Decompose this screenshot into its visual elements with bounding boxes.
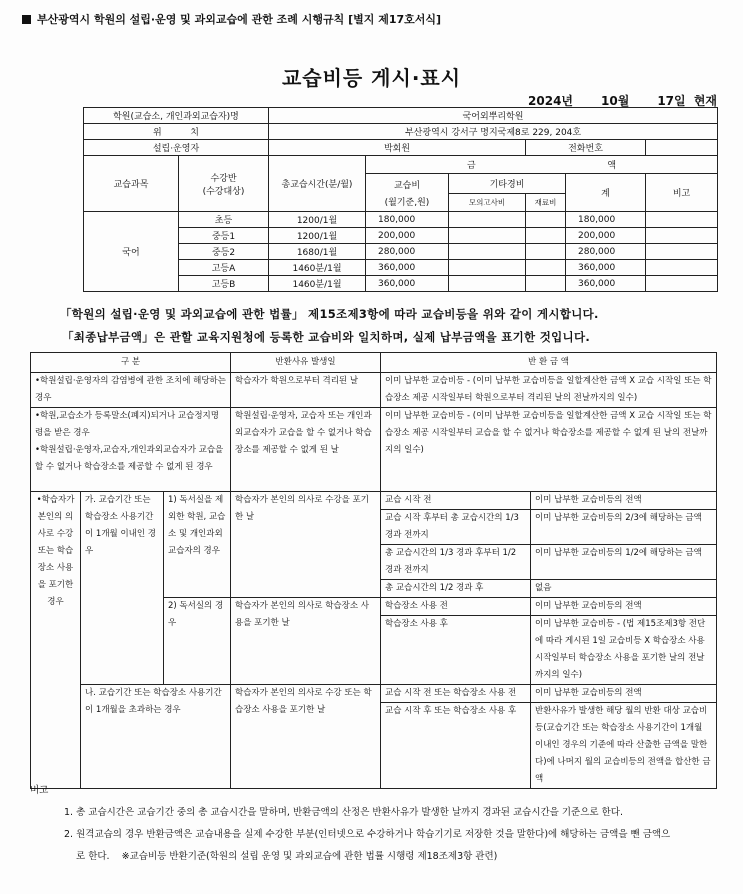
class-cell: 중등1 bbox=[179, 228, 269, 244]
fee-row bbox=[84, 212, 718, 228]
col-subject: 교습과목 bbox=[84, 156, 179, 212]
subject-cell: 국어 bbox=[84, 212, 179, 292]
mock-cell bbox=[449, 260, 526, 276]
hours-cell: 1460분/1월 bbox=[269, 276, 366, 292]
r1-category: •학원설립·운영자의 감염병에 관한 조치에 해당하는 경우 bbox=[31, 373, 231, 408]
col-other: 기타경비 bbox=[449, 174, 566, 194]
name-label: 학원(교습소, 개인과외교습자)명 bbox=[84, 108, 269, 124]
name-value: 국어외뿌리학원 bbox=[269, 108, 718, 124]
date-year: 2024년 bbox=[528, 94, 574, 108]
class-cell: 고등A bbox=[179, 260, 269, 276]
fee-row bbox=[84, 276, 718, 292]
square-bullet-icon bbox=[22, 15, 31, 24]
mock-cell bbox=[449, 276, 526, 292]
note-cell bbox=[646, 244, 718, 260]
r3-case1: 1) 독서실을 제외한 학원, 교습소 및 개인과외교습자의 경우 bbox=[164, 492, 231, 598]
refund-when: 학습장소 사용 전 bbox=[381, 598, 531, 616]
r1-date: 학습자가 학원으로부터 격리된 날 bbox=[231, 373, 381, 408]
class-cell: 초등 bbox=[179, 212, 269, 228]
material-cell bbox=[526, 244, 566, 260]
total-cell: 360,000 bbox=[566, 260, 646, 276]
col-amount: 금 액 bbox=[366, 156, 718, 174]
date-suffix: 현재 bbox=[693, 94, 717, 108]
fee-cell: 360,000 bbox=[366, 276, 449, 292]
phone-value bbox=[646, 140, 718, 156]
fee-row bbox=[84, 260, 718, 276]
note-cell bbox=[646, 276, 718, 292]
refund-amount: 없음 bbox=[531, 580, 717, 598]
location-value: 부산광역시 강서구 명지국제8로 229, 204호 bbox=[269, 124, 718, 140]
hours-cell: 1680/1월 bbox=[269, 244, 366, 260]
hours-cell: 1200/1월 bbox=[269, 212, 366, 228]
mock-cell bbox=[449, 212, 526, 228]
col-hours: 총교습시간(분/월) bbox=[269, 156, 366, 212]
r3-period-b-date: 학습자가 본인의 의사로 수강 또는 학습장소 사용을 포기한 날 bbox=[231, 685, 381, 789]
col-class bbox=[179, 156, 269, 212]
class-cell: 고등B bbox=[179, 276, 269, 292]
statement-2: 「최종납부금액」은 관할 교육지원청에 등록한 교습비와 일치하며, 실제 납부금액을 표기한 것입니다. bbox=[62, 330, 591, 344]
r3-case2: 2) 독서실의 경우 bbox=[164, 598, 231, 685]
r2-amount: 이미 납부한 교습비등 - (이미 납부한 교습비등을 일할계산한 금액 X 교습 시작일 또는 학습장소 제공 시작일부터 교습을 할 수 없거나 학습장소를 제공할 수 없게 된 날의 전날까지의 일수) bbox=[381, 408, 717, 492]
refund-amount: 이미 납부한 교습비등의 전액 bbox=[531, 598, 717, 616]
phone-label: 전화번호 bbox=[526, 140, 646, 156]
r3-category: •학습자가 본인의 의사로 수강 또는 학습장소 사용을 포기한 경우 bbox=[31, 492, 81, 789]
fee-table bbox=[83, 107, 718, 292]
col-fee bbox=[366, 174, 449, 212]
total-cell: 200,000 bbox=[566, 228, 646, 244]
statement-1: 「학원의 설립·운영 및 과외교습에 관한 법률」 제15조제3항에 따라 교습비등을 위와 같이 게시합니다. bbox=[60, 307, 599, 321]
fee-cell: 200,000 bbox=[366, 228, 449, 244]
material-cell bbox=[526, 212, 566, 228]
total-cell: 280,000 bbox=[566, 244, 646, 260]
refund-amount: 이미 납부한 교습비등의 2/3에 해당하는 금액 bbox=[531, 510, 717, 545]
refund-amount: 반환사유가 발생한 해당 월의 반환 대상 교습비등(교습기간 또는 학습장소 사용기간이 1개월 이내인 경우의 기준에 따라 산출한 금액을 말한다)에 나머지 월의 교습비등의 전액을 합산한 금액 bbox=[531, 703, 717, 789]
r2-date: 학원설립·운영자, 교습자 또는 개인과외교습자가 교습을 할 수 없거나 학습장소를 제공할 수 없게 된 날 bbox=[231, 408, 381, 492]
col-material: 재료비 bbox=[526, 194, 566, 212]
note-cell bbox=[646, 228, 718, 244]
note-1: 1. 총 교습시간은 교습기간 중의 총 교습시간을 말하며, 반환금액의 산정은 반환사유가 발생한 날까지 경과된 교습시간을 기준으로 한다. bbox=[64, 807, 623, 818]
refund-when: 학습장소 사용 후 bbox=[381, 616, 531, 685]
notes bbox=[30, 780, 671, 868]
refund-table bbox=[30, 352, 717, 789]
refund-when: 교습 시작 전 또는 학습장소 사용 전 bbox=[381, 685, 531, 703]
col-mock: 모의고사비 bbox=[449, 194, 526, 212]
h-date: 반환사유 발생일 bbox=[231, 353, 381, 373]
location-label: 위 치 bbox=[84, 124, 269, 140]
col-note: 비고 bbox=[646, 174, 718, 212]
total-cell: 180,000 bbox=[566, 212, 646, 228]
h-amount: 반 환 금 액 bbox=[381, 353, 717, 373]
fee-cell: 360,000 bbox=[366, 260, 449, 276]
fee-row bbox=[84, 244, 718, 260]
class-cell: 중등2 bbox=[179, 244, 269, 260]
fee-cell: 280,000 bbox=[366, 244, 449, 260]
refund-when: 총 교습시간의 1/3 경과 후부터 1/2 경과 전까지 bbox=[381, 545, 531, 580]
refund-when: 교습 시작 전 bbox=[381, 492, 531, 510]
refund-when: 교습 시작 후부터 총 교습시간의 1/3 경과 전까지 bbox=[381, 510, 531, 545]
date-day: 17일 bbox=[657, 94, 686, 108]
note-2b: 로 한다. ※교습비등 반환기준(학원의 설립 운영 및 과외교습에 관한 법률 시행령 제18조제3항 관련) bbox=[76, 851, 498, 862]
col-class-text: 수강반 bbox=[210, 173, 237, 184]
r2-category-a: •학원,교습소가 등록말소(폐지)되거나 교습정지명령을 받은 경우 bbox=[35, 411, 219, 438]
material-cell bbox=[526, 228, 566, 244]
r2-category-b: •학원설립·운영자,교습자,개인과외교습자가 교습을 할 수 없거나 학습장소를 제공할 수 없게 된 경우 bbox=[35, 445, 224, 472]
page-title: 교습비등 게시·표시 bbox=[281, 66, 462, 90]
hours-cell: 1460분/1월 bbox=[269, 260, 366, 276]
h-category: 구 분 bbox=[31, 353, 231, 373]
r3-period-b: 나. 교습기간 또는 학습장소 사용기간이 1개월을 초과하는 경우 bbox=[81, 685, 231, 789]
r2-category bbox=[31, 408, 231, 492]
form-header bbox=[22, 11, 441, 27]
refund-amount: 이미 납부한 교습비등의 전액 bbox=[531, 685, 717, 703]
mock-cell bbox=[449, 228, 526, 244]
col-total: 계 bbox=[566, 174, 646, 212]
note-cell bbox=[646, 212, 718, 228]
col-fee-sub: (월기준,원) bbox=[384, 197, 430, 208]
r1-amount: 이미 납부한 교습비등 - (이미 납부한 교습비등을 일할계산한 금액 X 교습 시작일 또는 학습장소 제공 시작일부터 학원으로부터 격리된 날의 전날까지의 일수) bbox=[381, 373, 717, 408]
col-class-sub: (수강대상) bbox=[202, 186, 245, 197]
fee-row bbox=[84, 228, 718, 244]
note-2a: 2. 원격교습의 경우 반환금액은 교습내용을 실제 수강한 부분(인터넷으로 수강하거나 학습기기로 저장한 것을 말한다)에 해당하는 금액을 뺀 금액으 bbox=[64, 829, 671, 840]
form-header-text: 부산광역시 학원의 설립·운영 및 과외교습에 관한 조례 시행규칙 [별지 제17호서식] bbox=[37, 13, 442, 26]
total-cell: 360,000 bbox=[566, 276, 646, 292]
fee-cell: 180,000 bbox=[366, 212, 449, 228]
mock-cell bbox=[449, 244, 526, 260]
refund-when: 총 교습시간의 1/2 경과 후 bbox=[381, 580, 531, 598]
col-fee-text: 교습비 bbox=[393, 180, 421, 191]
notes-heading: 비고 bbox=[30, 785, 49, 796]
note-cell bbox=[646, 260, 718, 276]
refund-amount: 이미 납부한 교습비등 - (법 제15조제3항 전단에 따라 게시된 1일 교습비등 X 학습장소 사용 시작일부터 학습장소 사용을 포기한 날의 전날까지의 일수) bbox=[531, 616, 717, 685]
material-cell bbox=[526, 260, 566, 276]
refund-amount: 이미 납부한 교습비등의 1/2에 해당하는 금액 bbox=[531, 545, 717, 580]
operator-value: 박회원 bbox=[269, 140, 526, 156]
operator-label: 설립·운영자 bbox=[84, 140, 269, 156]
hours-cell: 1200/1월 bbox=[269, 228, 366, 244]
r3-case2-date: 학습자가 본인의 의사로 학습장소 사용을 포기한 날 bbox=[231, 598, 381, 685]
r3-case1-date: 학습자가 본인의 의사로 수강을 포기한 날 bbox=[231, 492, 381, 598]
refund-when: 교습 시작 후 또는 학습장소 사용 후 bbox=[381, 703, 531, 789]
r3-period-a: 가. 교습기간 또는 학습장소 사용기간이 1개월 이내인 경우 bbox=[81, 492, 164, 685]
refund-amount: 이미 납부한 교습비등의 전액 bbox=[531, 492, 717, 510]
date-month: 10월 bbox=[601, 94, 630, 108]
material-cell bbox=[526, 276, 566, 292]
